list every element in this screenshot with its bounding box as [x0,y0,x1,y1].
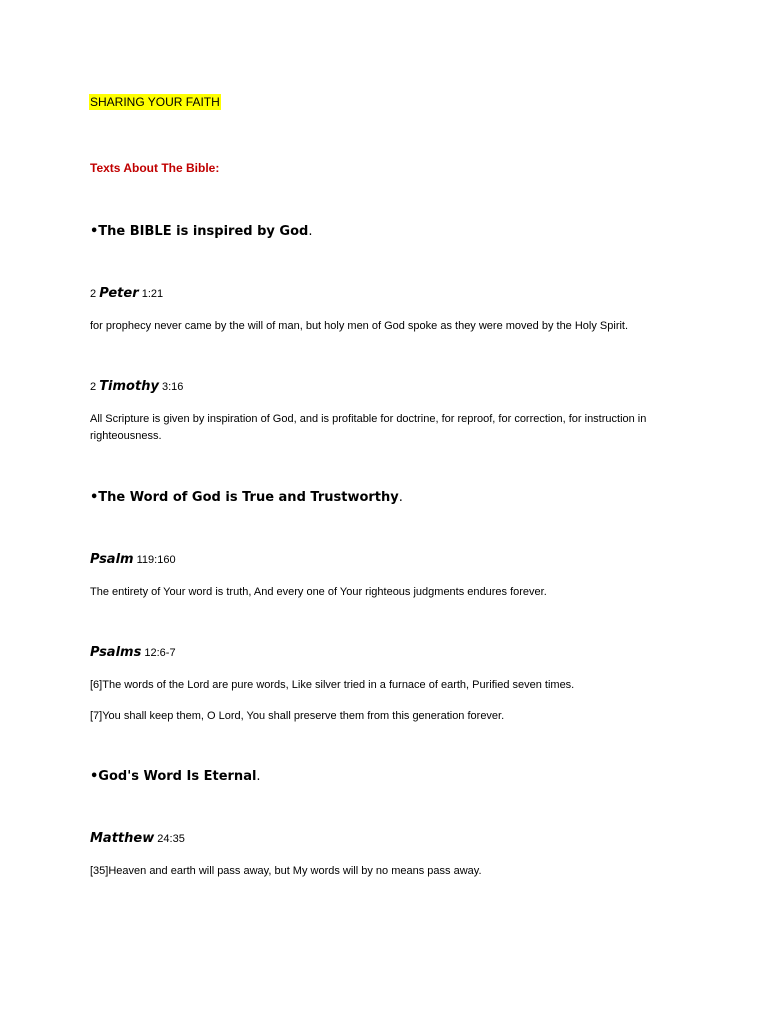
verse-text: [7]You shall keep them, O Lord, You shall preserve them from this generation forever. [90,710,505,722]
book-name: Timothy [99,379,159,394]
chapter-verse: 119:160 [133,554,176,566]
verse-text: for prophecy never came by the will of man, but holy men of God spoke as they were moved by the Holy Spirit. [90,320,629,332]
document-title: SHARING YOUR FAITH [90,95,220,109]
scripture-reference [90,286,163,302]
topic-heading-inspired [90,223,312,241]
topic-heading-text: •The Word of God is True and Trustworthy [90,490,399,505]
chapter-verse: 3:16 [158,381,184,393]
book-name: Peter [99,286,139,301]
scripture-reference [90,831,185,847]
verse-text: All Scripture is given by inspiration of God, and is profitable for doctrine, for reproof, for correction, for instruction in righteousness. [90,413,647,442]
topic-heading-trustworthy [90,489,403,507]
topic-heading-text: •The BIBLE is inspired by God [90,224,309,239]
reference-prefix: 2 [90,288,100,300]
book-name: Psalm [90,552,134,567]
book-name: Psalms [90,645,142,660]
topic-heading-period: . [398,490,403,505]
reference-prefix: 2 [90,381,100,393]
scripture-reference [90,379,183,395]
scripture-reference [90,645,176,661]
chapter-verse: 24:35 [154,833,185,845]
verse-text: The entirety of Your word is truth, And every one of Your righteous judgments endures forever. [90,586,547,598]
chapter-verse: 1:21 [138,288,164,300]
scripture-reference [90,552,176,568]
topic-heading-period: . [256,769,261,784]
verse-text: [6]The words of the Lord are pure words, Like silver tried in a furnace of earth, Purified seven times. [90,679,575,691]
verse-text: [35]Heaven and earth will pass away, but My words will by no means pass away. [90,865,482,877]
chapter-verse: 12:6-7 [141,647,176,659]
section-heading: Texts About The Bible: [90,161,220,175]
book-name: Matthew [90,831,155,846]
topic-heading-text: •God's Word Is Eternal [90,769,257,784]
topic-heading-eternal [90,768,261,786]
topic-heading-period: . [308,224,313,239]
